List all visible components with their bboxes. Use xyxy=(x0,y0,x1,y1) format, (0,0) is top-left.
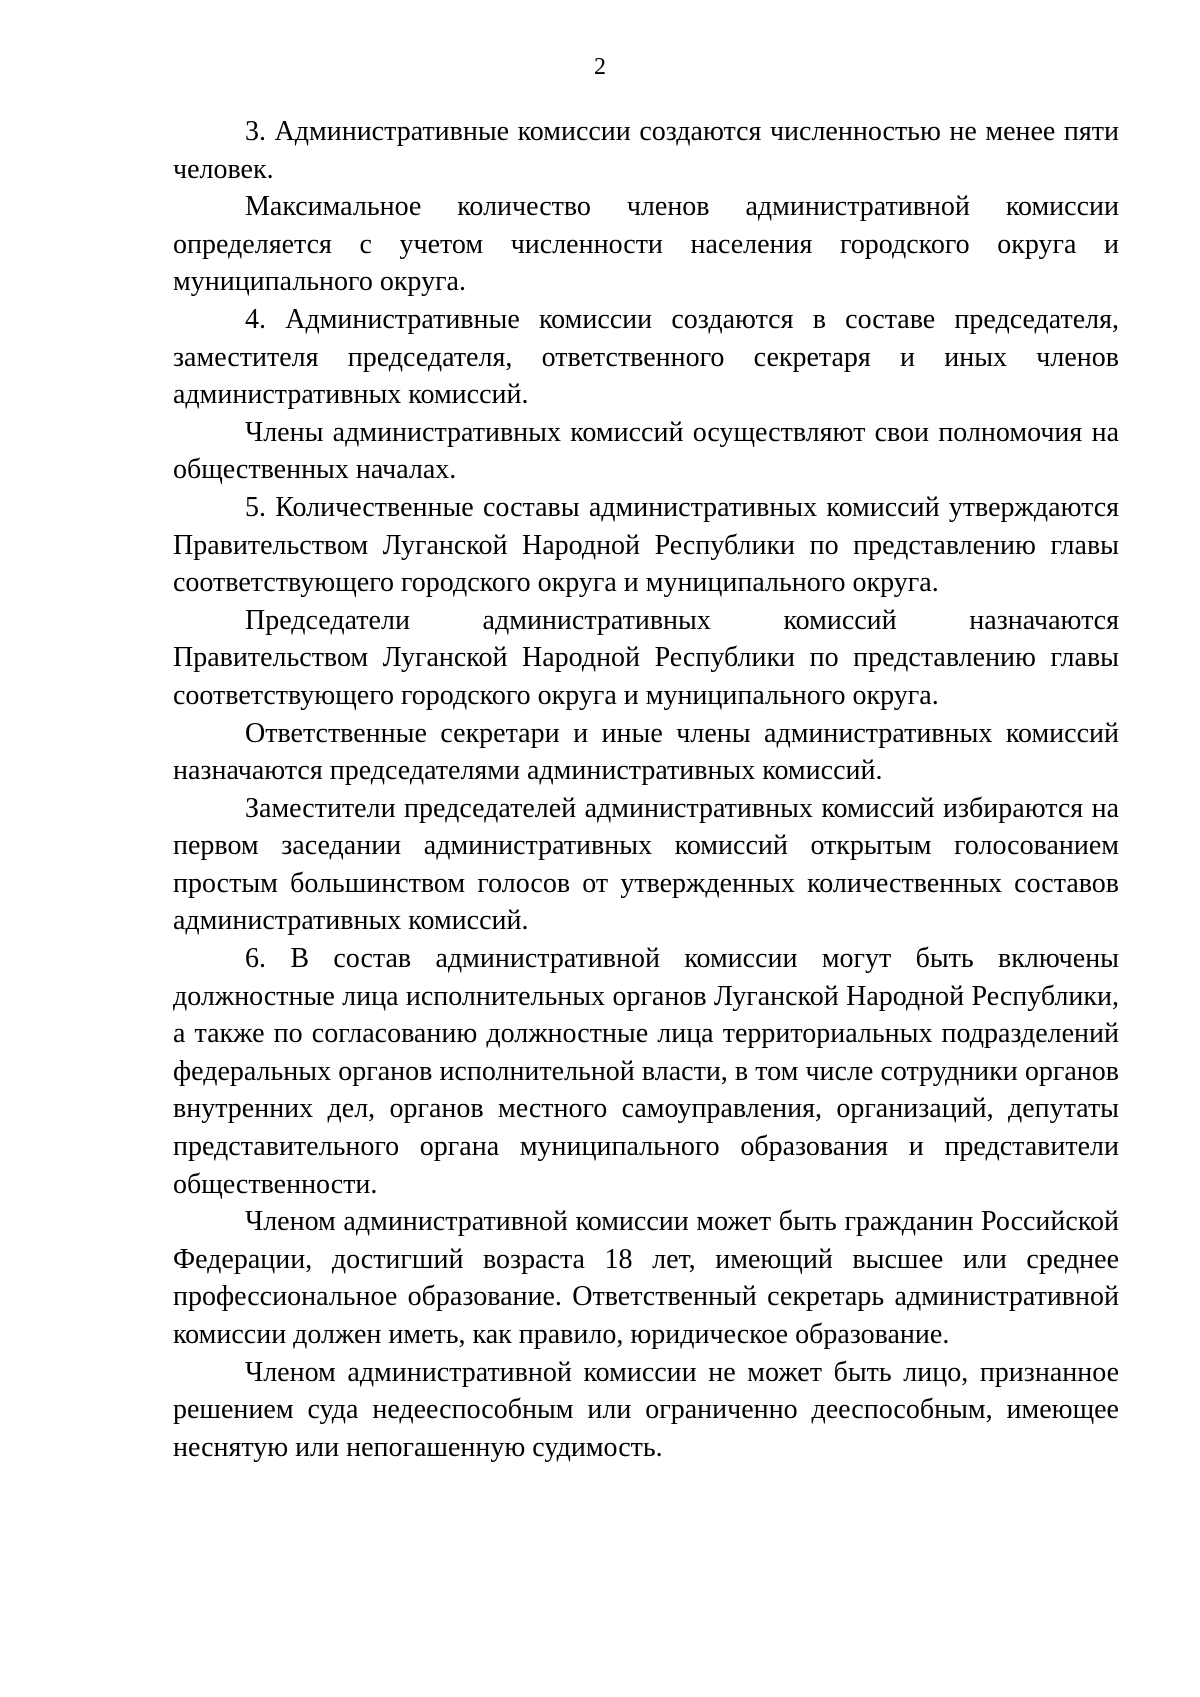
page-number: 2 xyxy=(594,54,606,80)
paragraph-member-requirements: Членом административной комиссии может быть гражданин Российской Федерации, достигший возраста 18 лет, имеющий высшее или среднее профессиональное образование. Ответственный секретарь административной комиссии должен иметь, как правило, юридическое образование. xyxy=(173,1206,1119,1350)
paragraph-item-6: 6. В состав административной комиссии могут быть включены должностные лица исполнительных органов Луганской Народной Республики, а также по согласованию должностные лица территориальных подразделений федеральных органов исполнительной власти, в том числе сотрудники органов внутренних дел, органов местного самоуправления, организаций, депутаты представительного органа муниципального образования и представители общественности. xyxy=(173,943,1119,1200)
paragraph-member-restrictions: Членом административной комиссии не может быть лицо, признанное решением суда недееспособным или ограниченно дееспособным, имеющее неснятую или непогашенную судимость. xyxy=(173,1356,1119,1463)
paragraph-max-members: Максимальное количество членов административной комиссии определяется с учетом численности населения городского округа и муниципального округа. xyxy=(173,191,1119,298)
document-body xyxy=(173,113,1119,1466)
paragraph-item-5: 5. Количественные составы административных комиссий утверждаются Правительством Луганской Народной Республики по представлению главы соответствующего городского округа и муниципального округа. xyxy=(173,491,1119,599)
paragraph-secretaries-appointment: Ответственные секретари и иные члены административных комиссий назначаются председателями административных комиссий. xyxy=(173,717,1119,787)
paragraph-item-4: 4. Административные комиссии создаются в составе председателя, заместителя председателя, ответственного секретаря и иных членов административных комиссий. xyxy=(173,303,1119,411)
paragraph-deputies-election: Заместители председателей административных комиссий избираются на первом заседании административных комиссий открытым голосованием простым большинством голосов от утвержденных количественных составов административных комиссий. xyxy=(173,792,1119,937)
paragraph-chairmen-appointment: Председатели административных комиссий назначаются Правительством Луганской Народной Республики по представлению главы соответствующего городского округа и муниципального округа. xyxy=(173,604,1119,711)
paragraph-item-3: 3. Административные комиссии создаются численностью не менее пяти человек. xyxy=(173,116,1119,185)
paragraph-voluntary-basis: Члены административных комиссий осуществляют свои полномочия на общественных началах. xyxy=(173,416,1119,486)
